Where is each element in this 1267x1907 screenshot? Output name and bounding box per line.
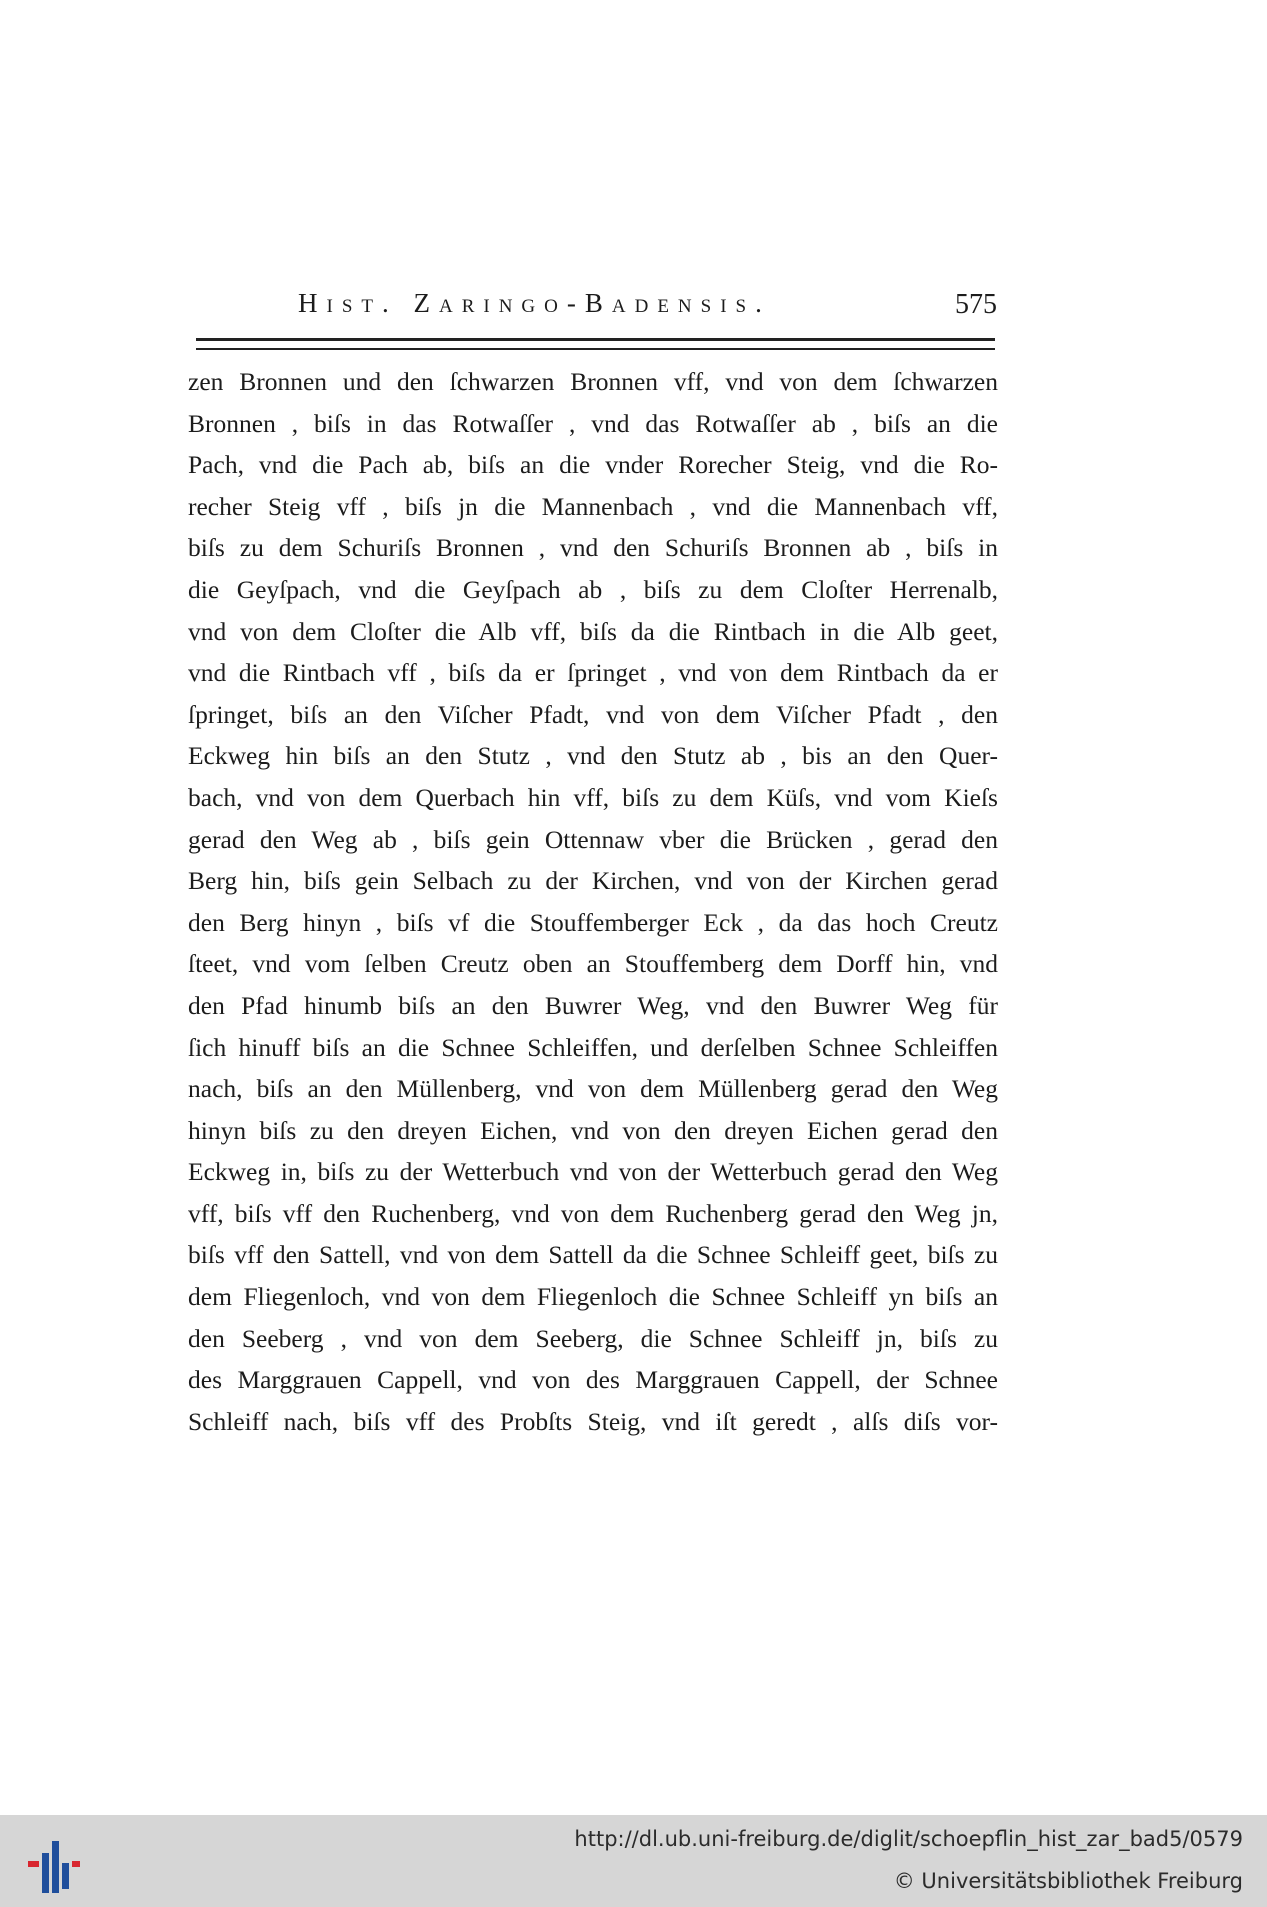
text-line: dem Fliegenloch, vnd von dem Fliegenloch die Schnee Schleiff yn biſs an [188,1282,998,1312]
text-line: Bronnen , biſs in das Rotwaſſer , vnd das Rotwaſſer ab , biſs an die [188,408,998,438]
text-line: den Seeberg , vnd von dem Seeberg, die Schnee Schleiff jn, biſs zu [188,1323,998,1353]
page-number: 575 [955,289,997,320]
header-rule-thin [196,348,995,350]
text-line: nach, biſs an den Müllenberg, vnd von dem Müllenberg gerad den Weg [188,1074,998,1104]
source-url-link[interactable]: http://dl.ub.uni-freiburg.de/diglit/schoepflin_hist_zar_bad5/0579 [574,1827,1243,1851]
text-line: ſpringet, biſs an den Viſcher Pfadt, vnd von dem Viſcher Pfadt , den [188,699,998,729]
text-line: die Geyſpach, vnd die Geyſpach ab , biſs zu dem Cloſter Herrenalb, [188,574,998,604]
text-line: vnd von dem Cloſter die Alb vff, biſs da die Rintbach in die Alb geet, [188,616,998,646]
text-line: hinyn biſs zu den dreyen Eichen, vnd von den dreyen Eichen gerad den [188,1115,998,1145]
text-line: zen Bronnen und den ſchwarzen Bronnen vff, vnd von dem ſchwarzen [188,367,998,396]
text-line: Pach, vnd die Pach ab, biſs an die vnder Rorecher Steig, vnd die Ro- [188,450,998,480]
running-head: Hist. Zaringo-Badensis. [298,288,771,318]
text-line: den Pfad hinumb biſs an den Buwrer Weg, vnd den Buwrer Weg für [188,990,998,1020]
text-line: vff, biſs vff den Ruchenberg, vnd von dem Ruchenberg gerad den Weg jn, [188,1198,998,1228]
header-rule-thick [196,338,995,341]
text-line: des Marggrauen Cappell, vnd von des Marggrauen Cappell, der Schnee [188,1365,998,1395]
text-line: Eckweg in, biſs zu der Wetterbuch vnd von der Wetterbuch gerad den Weg [188,1157,998,1187]
text-line: Eckweg hin biſs an den Stutz , vnd den Stutz ab , bis an den Quer- [188,741,998,771]
text-line: recher Steig vff , biſs jn die Mannenbach , vnd die Mannenbach vff, [188,491,998,521]
text-line: Schleiff nach, biſs vff des Probſts Steig, vnd iſt geredt , alſs diſs vor- [188,1406,998,1436]
text-line: ſich hinuff biſs an die Schnee Schleiffen, und derſelben Schnee Schleiffen [188,1032,998,1062]
text-line: Berg hin, biſs gein Selbach zu der Kirchen, vnd von der Kirchen gerad [188,866,998,896]
text-line: bach, vnd von dem Querbach hin vff, biſs zu dem Küſs, vnd vom Kieſs [188,782,998,812]
ub-freiburg-logo-icon[interactable] [28,1833,80,1893]
text-line: biſs vff den Sattell, vnd von dem Sattell da die Schnee Schleiff geet, biſs zu [188,1240,998,1270]
text-line: den Berg hinyn , biſs vf die Stouffemberger Eck , da das hoch Creutz [188,907,998,937]
text-line: gerad den Weg ab , biſs gein Ottennaw vber die Brücken , gerad den [188,824,998,854]
body-text [188,361,998,1442]
footer-bar [0,1815,1267,1907]
copyright-notice: © Universitätsbibliothek Freiburg [893,1869,1243,1893]
text-line: ſteet, vnd vom ſelben Creutz oben an Stouffemberg dem Dorff hin, vnd [188,949,998,979]
text-line: vnd die Rintbach vff , biſs da er ſpringet , vnd von dem Rintbach da er [188,658,998,688]
text-line: biſs zu dem Schuriſs Bronnen , vnd den Schuriſs Bronnen ab , biſs in [188,533,998,563]
